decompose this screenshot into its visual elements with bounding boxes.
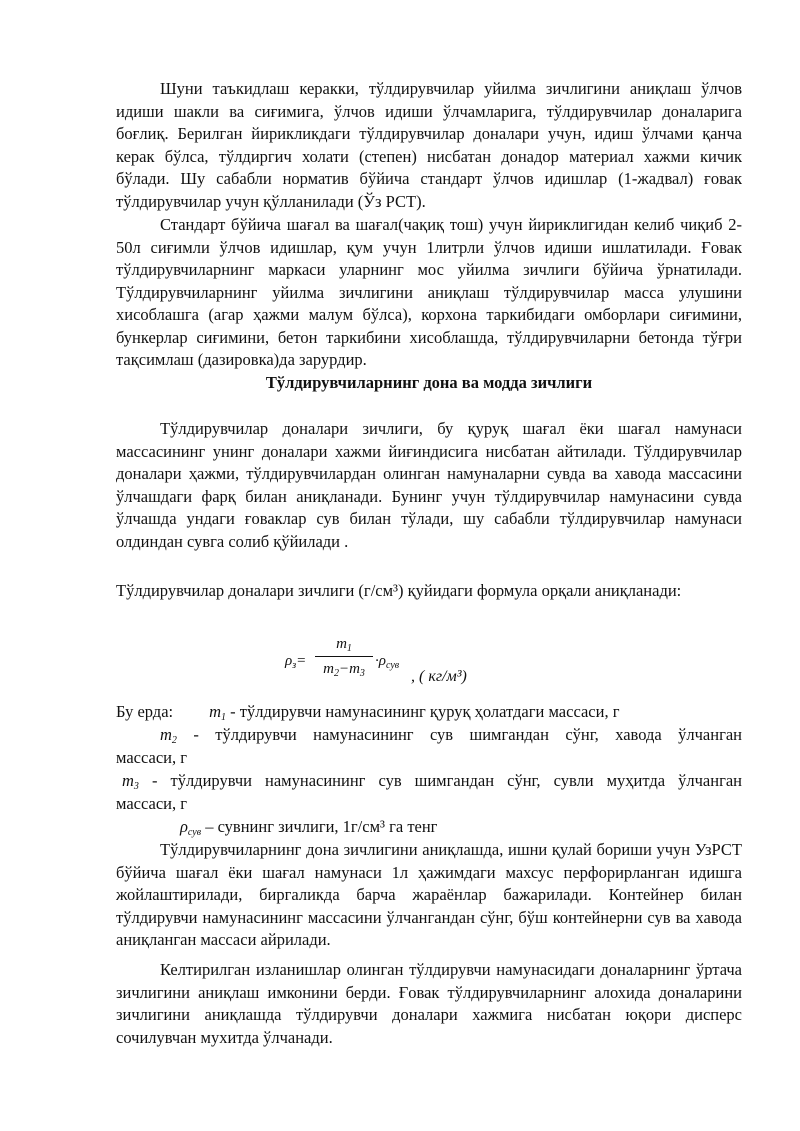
section-heading: Тўлдирувчиларнинг дона ва модда зичлиги xyxy=(265,373,593,392)
formula-numerator: $m_1$ xyxy=(336,636,352,654)
formula-water-density: $\cdot\rho_{сув}$ xyxy=(375,653,400,671)
paragraph-1: Шуни таъкидлаш керакки, тўлдирувчилар уйилма зичлигини аниқлаш ўлчов идиши шакли ва сиғимига, ўлчов идиши ўлчамларига, тўлдирувчилар доналарига боғлиқ. Берилган йирикликдаги тўлдирувчилар доналари учун, идиш ўлчами қанча керак бўлса, тўлдиргич холати (степен) нисбатан донадор материал хажми кичик бўлади. Шу сабабли норматив бўйича стандарт ўлчов идишлар (1-жадвал) ғовак тўлдирувчилар учун қўлланилади (Ўз РСТ). xyxy=(116,79,742,211)
paragraph-3: Тўлдирувчилар доналари зичлиги, бу қуруқ шағал ёки шағал намунаси массасининг унинг доналари хажми йиғиндисига нисбатан айтилади. Тўлдирувчилар доналари ҳажми, тўлдирувчилардан олинган намуналарни сувда ва хавода массасини ўлчашдаги фарқ билан аниқланади. Бунинг учун тўлдирувчилар намунасини сувда ўлчашда ундаги ғоваклар сув билан тўлади, шу сабабли тўлдирувчилар намунаси олдиндан сувга солиб қўйилади . xyxy=(116,419,742,551)
density-formula xyxy=(285,634,505,690)
definition-m2: $m_2$ - тўлдирувчи намунасининг сув шимгандан сўнг, хавода ўлчанган xyxy=(160,725,742,746)
definition-m1: Бу ерда: $m_1$ - тўлдирувчи намунасининг қуруқ ҳолатдаги массаси, г xyxy=(116,702,620,723)
paragraph-2: Стандарт бўйича шағал ва шағал(чақиқ тош) учун йириклигидан келиб чиқиб 2-50л сиғимли ўлчов идишлар, қум учун 1литрли ўлчов идиши ишлатилади. Ғовак тўлдирувчиларнинг маркаси уларнинг мос уйилма зичлиги бўйича ўрнатилади. Тўлдирувчиларнинг уйилма зичлигини аниқлаш тўлдирувчилар масса улушини хисоблашга (агар ҳажми малум бўлса), корхона таркибидаги омборлари сиғимини, бункерлар сиғимини, бетон таркибини хисоблашда, тўлдирувчиларни бетонда тўғри тақсимлаш (дазировка)да зарурдир. xyxy=(116,215,742,369)
paragraph-6: Келтирилган изланишлар олинган тўлдирувчи намунасидаги доналарнинг ўртача зичлигини аниқлаш имконини берди. Ғовак тўлдирувчиларнинг алохида доналарини зичлигини аниқлашда тўлдирувчи доналари хажмига нисбатан юқори дисперс сочилувчан мухитда ўлчанади. xyxy=(116,960,742,1047)
definition-m2-cont: массаси, г xyxy=(116,748,187,767)
formula-fraction xyxy=(315,634,373,679)
fraction-bar xyxy=(315,656,373,657)
formula-unit: , ( кг/м³) xyxy=(411,668,467,685)
formula-lhs: $\rho_з=$ xyxy=(285,653,307,671)
definition-m3-cont: массаси, г xyxy=(116,794,187,813)
paragraph-5: Тўлдирувчиларнинг дона зичлигини аниқлашда, ишни қулай бориши учун УзРСТ бўйича шағал ёки шағал намунаси 1л ҳажимдаги махсус перфорирланган идишга жойлаштирилади, биргаликда барча жараёнлар бажарилади. Контейнер билан тўлдирувчи намунасининг массасини ўлчангандан сўнг, бўш контейнерни сув ва хавода аниқланган массаси айрилади. xyxy=(116,840,742,949)
definition-m3: $m_3$ - тўлдирувчи намунасининг сув шимгандан сўнг, сувли муҳитда ўлчанган xyxy=(122,771,742,792)
paragraph-4: Тўлдирувчилар доналари зичлиги (г/см³) қуйидаги формула орқали аниқланади: xyxy=(116,581,682,600)
definition-rho: $\rho_{сув}$ – сувнинг зичлиги, 1г/см³ га тенг xyxy=(180,817,438,838)
formula-denominator: $m_2-m_3$ xyxy=(323,661,365,679)
